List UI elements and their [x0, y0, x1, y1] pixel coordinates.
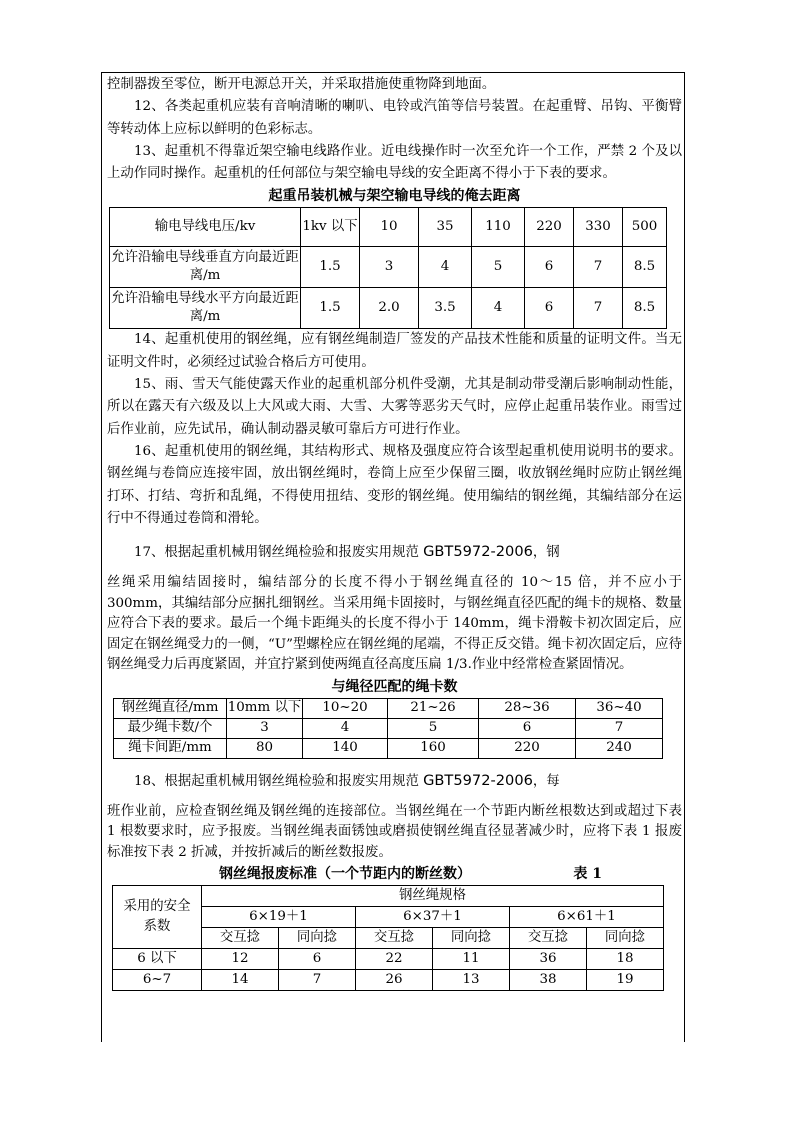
table-cell: 交互捻 — [202, 928, 279, 949]
paragraph-16: 16、起重机使用的钢丝绳，其结构形式、规格及强度应符合该型起重机使用说明书的要求。钢丝绳与卷筒应连接牢固，放出钢丝绳时，卷筒上应至少保留三圈，收放钢丝绳时应防止钢丝绳打环、打结、弯折和乱绳，不得使用扭结、变形的钢丝绳。使用编结的钢丝绳，其编结部分在运行中不得通过卷筒和滑轮。 — [107, 443, 682, 526]
table-cell: 12 — [202, 949, 279, 970]
table-row — [113, 970, 664, 991]
table-row — [110, 288, 667, 329]
table-cell: 6 以下 — [113, 949, 202, 970]
table-cell: 6×61＋1 — [510, 907, 664, 928]
table-row — [114, 738, 663, 758]
table-cell: 2.0 — [360, 288, 419, 329]
table-cell: 22 — [356, 949, 433, 970]
table-cell: 3.5 — [419, 288, 472, 329]
table-cell: 8.5 — [623, 288, 667, 329]
table-cell: 3 — [227, 718, 303, 738]
standard-code: GBT5972-2006 — [423, 543, 533, 561]
paragraph-18-lead-tail: ，每 — [532, 773, 560, 789]
paragraph-17-lead-text: 17、根据起重机械用钢丝绳检验和报废实用规范 — [134, 545, 424, 561]
table-cell: 26 — [356, 970, 433, 991]
table-cell: 6~7 — [113, 970, 202, 991]
table-cell: 36~40 — [576, 698, 663, 718]
table-cell: 19 — [587, 970, 664, 991]
table-cell: 160 — [388, 738, 479, 758]
table-cell: 21~26 — [388, 698, 479, 718]
table-row — [113, 949, 664, 970]
paragraph-14: 14、起重机使用的钢丝绳，应有钢丝绳制造厂签发的产品技术性能和质量的证明文件。当无证明文件时，必须经过试验合格后方可使用。 — [107, 332, 682, 370]
table-row — [110, 208, 667, 247]
table-cell: 7 — [576, 718, 663, 738]
table-cell: 7 — [279, 970, 356, 991]
table-cell: 同向捻 — [279, 928, 356, 949]
table3-caption-row — [107, 863, 682, 885]
paragraph-15: 15、雨、雪天气能使露天作业的起重机部分机件受潮，尤其是制动带受潮后影响制动性能，所以在露天有六级及以上大风或大雨、大雪、大雾等恶劣天气时，应停止起重吊装作业。雨雪过后作业前，应先试吊，确认制动器灵敏可靠后方可进行作业。 — [107, 377, 682, 437]
table-cell: 1kv 以下 — [301, 208, 360, 247]
table-cell: 6 — [525, 247, 574, 288]
paragraph-17-lead — [107, 538, 682, 567]
paragraph-13: 13、起重机不得靠近架空输电线路作业。近电线操作时一次至允许一个工作，严禁 2 个及以上动作同时操作。起重机的任何部位与架空输电导线的安全距离不得小于下表的要求。 — [107, 143, 682, 182]
clearance-table — [109, 207, 667, 329]
table-cell: 500 — [623, 208, 667, 247]
table-cell: 1.5 — [301, 288, 360, 329]
table-cell: 36 — [510, 949, 587, 970]
table-cell: 允许沿输电导线垂直方向最近距离/m — [110, 247, 301, 288]
table-cell: 4 — [303, 718, 388, 738]
table-cell: 10~20 — [303, 698, 388, 718]
table-cell: 220 — [525, 208, 574, 247]
table-cell: 同向捻 — [587, 928, 664, 949]
clip-count-table — [113, 698, 663, 759]
table-cell: 6×37＋1 — [356, 907, 510, 928]
table-cell: 140 — [303, 738, 388, 758]
table-cell: 28~36 — [479, 698, 576, 718]
table-cell: 6 — [479, 718, 576, 738]
table-row — [114, 718, 663, 738]
table-cell: 钢丝绳直径/mm — [114, 698, 227, 718]
table-cell: 4 — [419, 247, 472, 288]
table3-caption: 钢丝绳报废标准（一个节距内的断丝数） — [219, 866, 471, 883]
table-cell: 6×19＋1 — [202, 907, 356, 928]
table-cell: 8.5 — [623, 247, 667, 288]
table-cell: 交互捻 — [510, 928, 587, 949]
table-cell: 钢丝绳规格 — [202, 886, 664, 907]
table-cell: 同向捻 — [433, 928, 510, 949]
table-cell: 10 — [360, 208, 419, 247]
table-cell: 240 — [576, 738, 663, 758]
table-cell: 14 — [202, 970, 279, 991]
table-cell: 允许沿输电导线水平方向最近距离/m — [110, 288, 301, 329]
paragraph-18-body: 班作业前，应检查钢丝绳及钢丝绳的连接部位。当钢丝绳在一个节距内断丝根数达到或超过下表 1 根数要求时，应予报废。当钢丝绳表面锈蚀或磨损使钢丝绳直径显著减少时，应将下表 1 报废标准按下表 2 折减，并按折减后的断丝数报废。 — [107, 803, 682, 860]
discard-standard-table — [112, 885, 664, 991]
paragraph-11-tail: 控制器拨至零位，断开电源总开关，并采取措施使重物降到地面。 — [107, 77, 496, 92]
table-cell: 11 — [433, 949, 510, 970]
table-cell: 6 — [279, 949, 356, 970]
table-cell: 3 — [360, 247, 419, 288]
table-cell: 7 — [574, 288, 623, 329]
table-cell: 10mm 以下 — [227, 698, 303, 718]
table-cell: 1.5 — [301, 247, 360, 288]
table1-caption: 起重吊装机械与架空输电导线的俺去距离 — [268, 188, 521, 205]
paragraph-17-body: 丝绳采用编结固接时，编结部分的长度不得小于钢丝绳直径的 10～15 倍，并不应小于 300mm，其编结部分应捆扎细钢丝。当采用绳卡固接时，与钢丝绳直径匹配的绳卡的规格、数量应符合下表的要求。最后一个绳卡距绳头的长度不得小于 140mm，绳卡滑鞍卡初次固定后，应固定在钢丝绳受力的一侧，“U”型螺栓应在钢丝绳的尾端，不得正反交错。绳卡初次固定后，应待钢丝绳受力后再度紧固，并宜拧紧到使两绳直径高度压扁 1/3.作业中经常检查紧固情况。 — [107, 575, 682, 673]
table-cell: 13 — [433, 970, 510, 991]
table-cell: 6 — [525, 288, 574, 329]
table-row — [114, 698, 663, 718]
standard-code: GBT5972-2006 — [423, 771, 533, 789]
table-cell: 最少绳卡数/个 — [114, 718, 227, 738]
table-cell: 采用的安全系数 — [113, 886, 202, 949]
table-cell: 5 — [388, 718, 479, 738]
document-body — [107, 74, 682, 991]
table-cell: 220 — [479, 738, 576, 758]
paragraph-18-lead — [107, 767, 682, 796]
table-cell: 110 — [472, 208, 525, 247]
paragraph-17-lead-tail: ，钢 — [532, 545, 560, 561]
table-cell: 7 — [574, 247, 623, 288]
table-cell: 4 — [472, 288, 525, 329]
paragraph-18-lead-text: 18、根据起重机械用钢丝绳检验和报废实用规范 — [134, 773, 424, 789]
table-cell: 80 — [227, 738, 303, 758]
table-cell: 绳卡间距/mm — [114, 738, 227, 758]
table-cell: 38 — [510, 970, 587, 991]
table-cell: 18 — [587, 949, 664, 970]
table2-caption: 与绳径匹配的绳卡数 — [331, 678, 458, 695]
table-cell: 输电导线电压/kv — [110, 208, 301, 247]
table-cell: 330 — [574, 208, 623, 247]
table-cell: 35 — [419, 208, 472, 247]
table3-number: 表 1 — [573, 866, 602, 883]
table-cell: 交互捻 — [356, 928, 433, 949]
table-cell: 5 — [472, 247, 525, 288]
table-row — [110, 247, 667, 288]
table-row — [113, 886, 664, 907]
paragraph-12: 12、各类起重机应装有音响清晰的喇叭、电铃或汽笛等信号装置。在起重臂、吊钩、平衡臂等转动体上应标以鲜明的色彩标志。 — [107, 99, 682, 137]
